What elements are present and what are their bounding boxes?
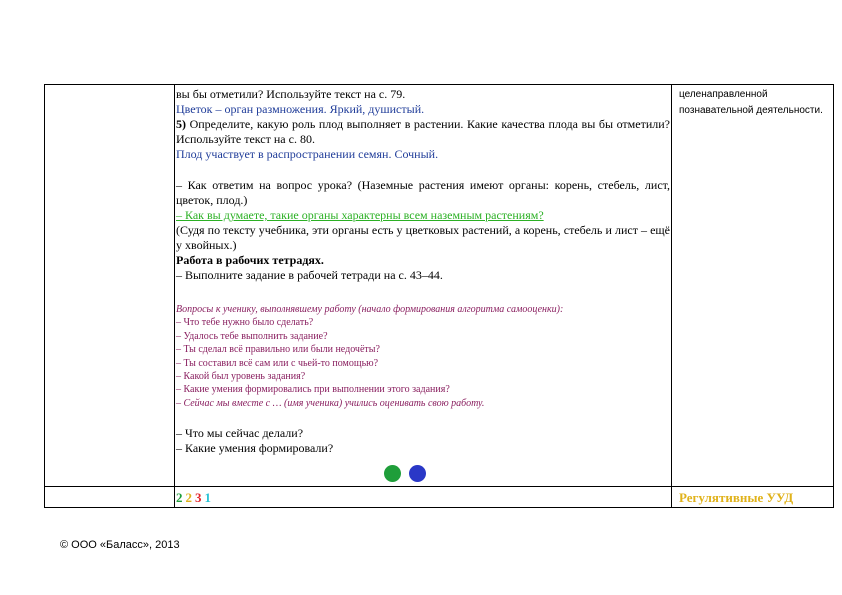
assessment-numbers — [176, 490, 214, 506]
selfcheck-final: – Сейчас мы вместе с … (имя ученика) учились оценивать свою работу. — [176, 397, 485, 409]
answer-flower: Цветок – орган размножения. Яркий, душистый. — [176, 102, 425, 116]
workbook-heading: Работа в рабочих тетрадях. — [176, 253, 324, 267]
column-divider-1 — [174, 85, 175, 508]
selfcheck-item: – Ты составил всё сам или с чьей-то помощью? — [176, 357, 379, 369]
lesson-table — [44, 84, 834, 508]
regulatory-uud-label: Регулятивные УУД — [679, 490, 794, 505]
lesson-question: – Как ответим на вопрос урока? (Наземные растения имеют органы: корень, стебель, лист, цветок, плод.) — [176, 178, 670, 207]
main-column — [176, 87, 670, 456]
number-2: 2 — [185, 490, 192, 505]
number-1: 2 — [176, 490, 183, 505]
selfcheck-item: – Удалось тебе выполнить задание? — [176, 330, 328, 342]
question-5 — [176, 117, 670, 147]
row-divider — [45, 486, 833, 487]
blue-circle-icon — [409, 465, 426, 482]
right-column-text: целенаправленной познавательной деятельности. — [679, 89, 823, 116]
selfcheck-item: – Какой был уровень задания? — [176, 371, 306, 383]
table-bottom-border — [45, 507, 833, 508]
workbook-task: – Выполните задание в рабочей тетради на с. 43–44. — [176, 268, 443, 282]
final-question-2: – Какие умения формировали? — [176, 441, 334, 456]
question-5-text: Определите, какую роль плод выполняет в растении. Какие качества плода вы бы отметили? Используйте текст на с. 80. — [176, 117, 670, 146]
answer-fruit: Плод участвует в распространении семян. Сочный. — [176, 147, 439, 161]
text-line-1: вы бы отметили? Используйте текст на с. 79. — [176, 87, 406, 101]
number-4: 1 — [204, 490, 211, 505]
green-circle-icon — [384, 465, 401, 482]
think-answer: (Судя по тексту учебника, эти органы есть у цветковых растений, а корень, стебель и лист – ещё у хвойных.) — [176, 223, 670, 252]
selfcheck-block — [176, 303, 670, 410]
column-divider-2 — [671, 85, 672, 508]
number-3: 3 — [195, 490, 202, 505]
selfcheck-item: – Что тебе нужно было сделать? — [176, 317, 314, 329]
selfcheck-item: – Какие умения формировались при выполнении этого задания? — [176, 384, 450, 396]
footer-copyright: © ООО «Баласс», 2013 — [60, 539, 180, 551]
question-5-number: 5) — [176, 117, 186, 131]
think-question: – Как вы думаете, такие органы характерны всем наземным растениям? — [176, 208, 544, 222]
final-question-1: – Что мы сейчас делали? — [176, 426, 304, 441]
selfcheck-item: – Ты сделал всё правильно или были недочёты? — [176, 344, 380, 356]
selfcheck-heading: Вопросы к ученику, выполнявшему работу (начало формирования алгоритма самооценки): — [176, 304, 564, 315]
